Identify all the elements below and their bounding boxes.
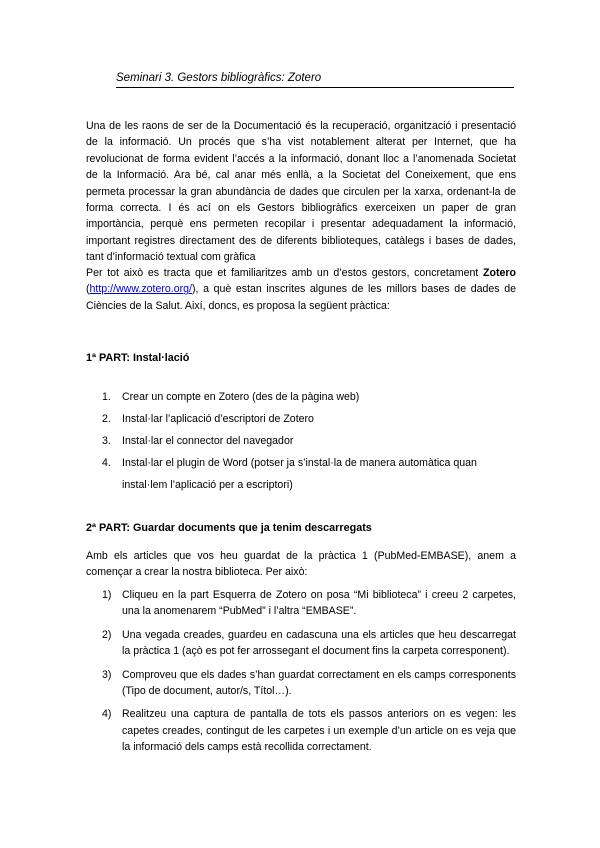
zotero-paragraph-end: ), a què estan inscrites algunes de les millors bases de dades de Ciències de la Salut. Així, doncs, es proposa la següent pràctica: <box>86 283 516 312</box>
list-text: Una vegada creades, guardeu en cadascuna una els articles que heu descarregat la pràctica 1 (açò es pot fer arrossegant el document fins la carpeta corresponent). <box>122 628 516 658</box>
zotero-name: Zotero <box>483 267 516 279</box>
list-number: 3) <box>102 668 112 681</box>
list-text: Comproveu que els dades s’han guardat correctament en els camps corresponents (Tipo de document, autor/s, Títol…). <box>122 668 516 698</box>
list-number: 4) <box>102 708 112 721</box>
part2-list <box>86 587 516 763</box>
list-item <box>86 706 516 755</box>
list-text: Instal·lar el plugin de Word (potser ja s’instal·la de manera automàtica quan instal·lem l’aplicació per a escriptori) <box>122 457 477 491</box>
zotero-paragraph-start: Per tot això es tracta que et familiaritzes amb un d’estos gestors, concretament <box>86 267 484 279</box>
list-item <box>86 430 516 452</box>
page-header: Seminari 3. Gestors bibliogràfics: Zotero <box>116 72 514 88</box>
list-item <box>86 408 516 430</box>
zotero-paragraph <box>86 265 516 314</box>
list-text: Instal·lar l’aplicació d’escriptori de Zotero <box>122 413 314 425</box>
part2-title: 2ª PART: Guardar documents que ja tenim descarregats <box>86 522 372 534</box>
list-item <box>86 627 516 660</box>
part1-list <box>86 386 516 496</box>
list-text: Instal·lar el connector del navegador <box>122 435 294 447</box>
list-number: 2. <box>102 413 111 425</box>
list-text: Crear un compte en Zotero (des de la pàgina web) <box>122 391 360 403</box>
part1-title: 1ª PART: Instal·lació <box>86 352 190 364</box>
list-number: 4. <box>102 457 111 469</box>
intro-paragraph <box>86 118 516 266</box>
zotero-link[interactable]: http://www.zotero.org/ <box>89 283 192 296</box>
list-item <box>86 667 516 700</box>
list-item <box>86 386 516 408</box>
part2-intro: Amb els articles que vos heu guardat de la pràctica 1 (PubMed-EMBASE), anem a començar a crear la nostra biblioteca. Per això: <box>86 550 516 579</box>
list-text: Realitzeu una captura de pantalla de tots els passos anteriors on es vegen: les capetes creades, contingut de les carpetes i un exemple d’un article on es veja que la informació dels camps està recollida correctament. <box>122 708 516 754</box>
list-number: 1) <box>102 589 112 601</box>
list-item <box>86 587 516 620</box>
list-item <box>86 452 516 496</box>
intro-text: Una de les raons de ser de la Documentació és la recuperació, organització i presentació de la informació. Un procés que s’ha vist notablement alterat per Internet, que ha revolucionat de forma evident l’accés a la informació, donant lloc a l’anomenada Societat de la Informació. Ara bé, cal anar més enllà, a la Societat del Coneixement, que ens permeta processar la gran abundància de dades que circulen per la xarxa, ordenant-la de forma correcta. I és ací on els Gestors bibliogràfics exerceixen un paper de gran importància, perquè ens permeten recopilar i presentar adequadament la informació, important registres directament des de diferents biblioteques, catàlegs i bases de dades, tant d’informació textual com gràfica <box>86 120 516 264</box>
list-number: 2) <box>102 628 112 641</box>
list-number: 1. <box>102 391 111 403</box>
open-paren: ( <box>86 283 90 296</box>
list-text: Cliqueu en la part Esquerra de Zotero on posa “Mi biblioteca” i creeu 2 carpetes, una la anomenarem “PubMed” i l’altra “EMBASE”. <box>122 589 516 618</box>
list-number: 3. <box>102 435 111 447</box>
